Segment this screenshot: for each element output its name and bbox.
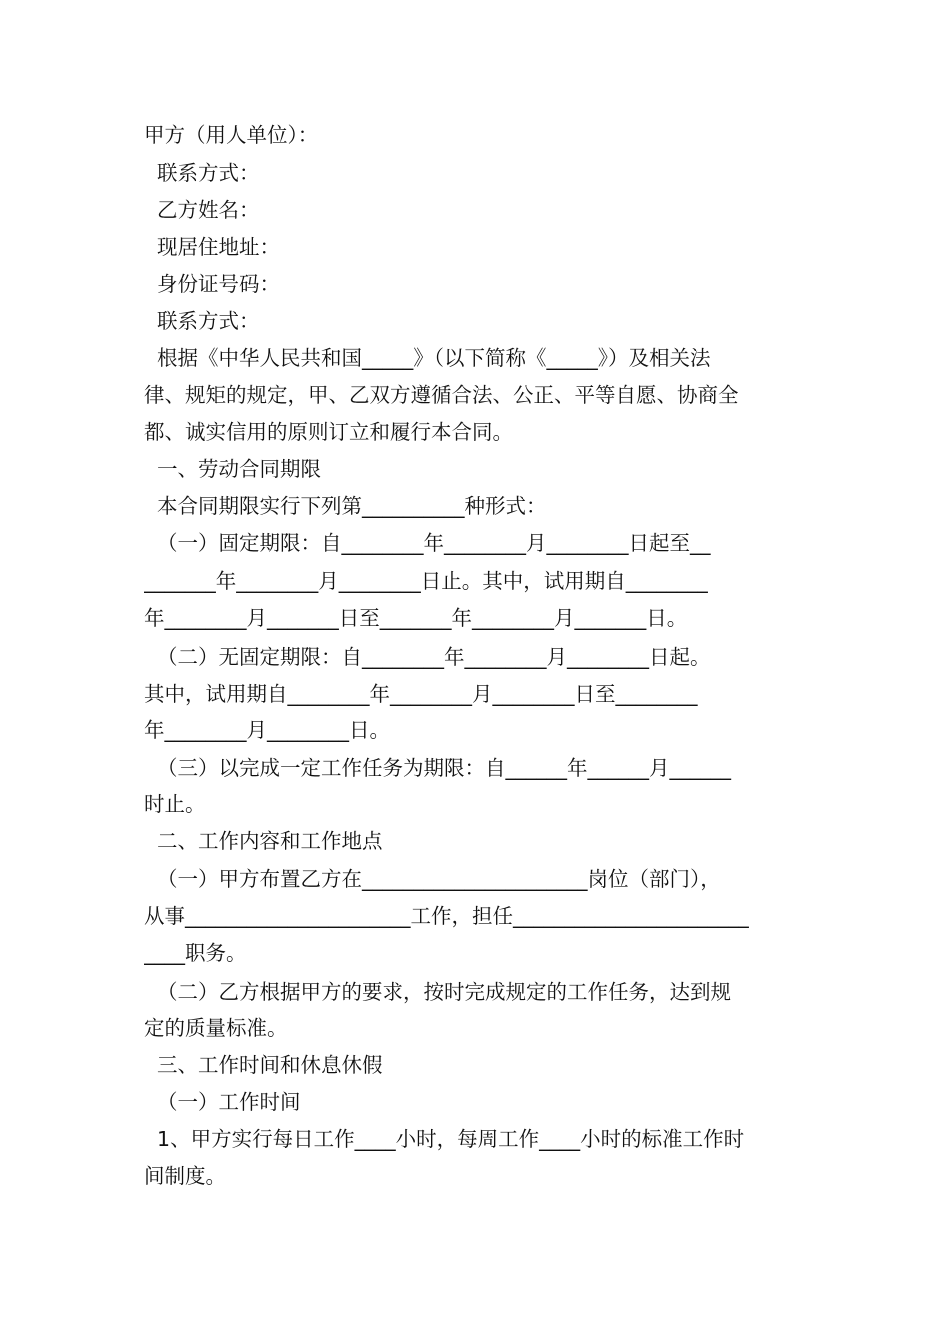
section-2-heading: 二、工作内容和工作地点	[144, 829, 383, 853]
party-b-name-label: 乙方姓名：	[144, 198, 260, 222]
party-a-label: 甲方（用人单位）：	[144, 123, 319, 147]
position-line-3: ____职务。	[144, 941, 247, 965]
hours-line-1: 1、甲方实行每日工作____小时，每周工作____小时的标准工作时	[144, 1127, 745, 1151]
preamble-line-3: 都、诚实信用的原则订立和履行本合同。	[144, 420, 513, 444]
fixed-term-line-2: _______年________月________日止。其中，试用期自________	[144, 569, 708, 593]
party-a-contact-label: 联系方式：	[144, 161, 260, 185]
fixed-term-line-3: 年________月_______日至_______年________月_______日。	[144, 606, 688, 630]
open-term-line-3: 年________月________日。	[144, 718, 390, 742]
section-1-heading: 一、劳动合同期限	[144, 457, 322, 481]
party-b-contact-label: 联系方式：	[144, 309, 260, 333]
section-3-heading: 三、工作时间和休息休假	[144, 1053, 383, 1077]
party-b-address-label: 现居住地址：	[144, 235, 281, 259]
term-form-line: 本合同期限实行下列第__________种形式：	[144, 494, 547, 518]
task-term-line-1: （三）以完成一定工作任务为期限：自______年______月______	[144, 756, 732, 780]
open-term-line-1: （二）无固定期限：自________年________月________日起。	[144, 645, 711, 669]
duty-line-2: 定的质量标准。	[144, 1016, 288, 1040]
open-term-line-2: 其中，试用期自________年________月________日至________	[144, 682, 698, 706]
preamble-line-2: 律、规矩的规定，甲、乙双方遵循合法、公正、平等自愿、协商全	[144, 383, 739, 407]
position-line-2: 从事______________________工作，担任_______________________	[144, 904, 749, 928]
preamble-line-1: 根据《中华人民共和国_____》（以下简称《_____》）及相关法	[144, 346, 711, 370]
fixed-term-line-1: （一）固定期限：自________年________月________日起至__	[144, 531, 711, 555]
task-term-line-2: 时止。	[144, 792, 206, 816]
hours-line-2: 间制度。	[144, 1164, 226, 1188]
working-hours-subheading: （一）工作时间	[144, 1090, 301, 1114]
duty-line-1: （二）乙方根据甲方的要求，按时完成规定的工作任务，达到规	[144, 980, 732, 1004]
position-line-1: （一）甲方布置乙方在______________________岗位（部门），	[144, 867, 721, 891]
party-b-id-label: 身份证号码：	[144, 272, 281, 296]
